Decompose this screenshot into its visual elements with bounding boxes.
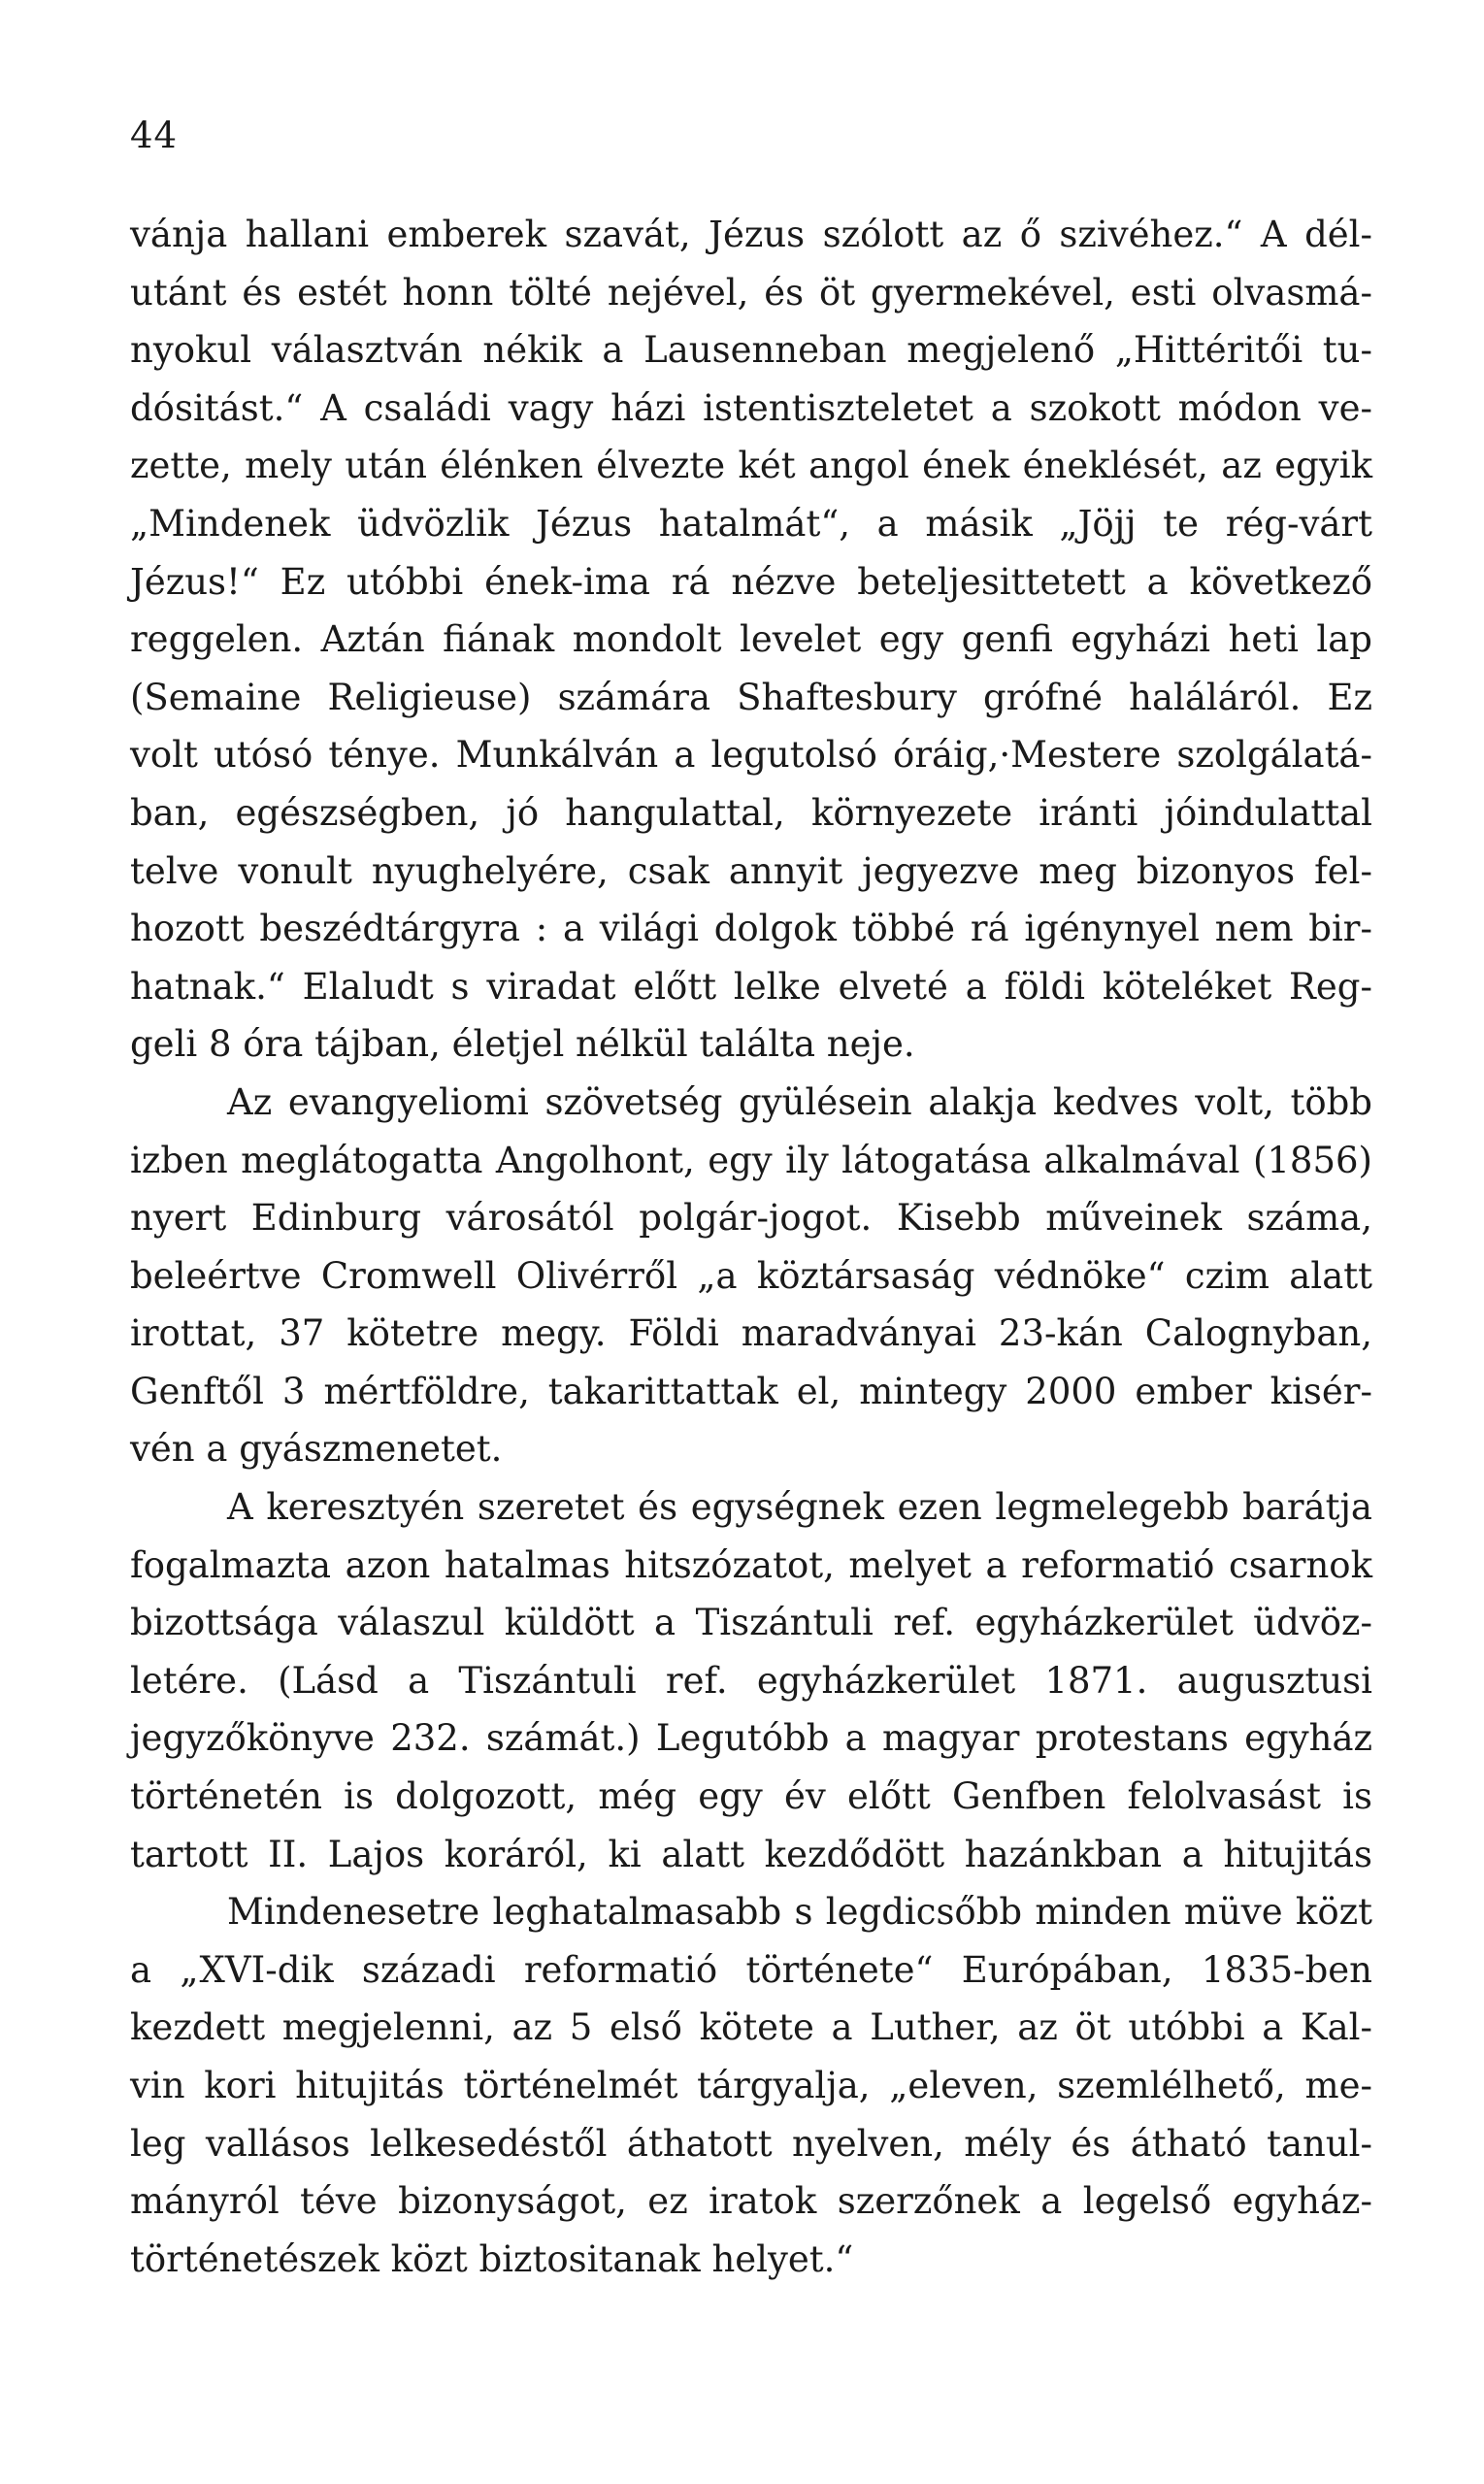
paragraph bbox=[130, 1074, 1372, 1478]
text-line: történetészek közt biztositanak helyet.“ bbox=[130, 2237, 854, 2280]
text-line: a „XVI-dik századi reformatió története“ Európában, 1835-ben bbox=[130, 1948, 1372, 1991]
paragraph bbox=[130, 206, 1372, 1074]
text-line: nyokul választván nékik a Lausenneban megjelenő „Hittéritői tu- bbox=[130, 329, 1372, 372]
text-line: tartott II. Lajos koráról, ki alatt kezdődött hazánkban a hitujitás bbox=[130, 1833, 1372, 1875]
text-line: jegyzőkönyve 232. számát.) Legutóbb a magyar protestans egyház bbox=[130, 1717, 1372, 1760]
text-line: telve vonult nyughelyére, csak annyit jegyezve meg bizonyos fel- bbox=[130, 849, 1372, 892]
text-line: hozott beszédtárgyra : a világi dolgok többé rá igénynyel nem bir- bbox=[130, 908, 1372, 950]
text-line: kezdett megjelenni, az 5 első kötete a Luther, az öt utóbbi a Kal- bbox=[130, 2006, 1372, 2049]
text-line: volt utósó ténye. Munkálván a legutolsó óráig,·Mestere szolgálatá- bbox=[130, 734, 1372, 777]
text-line: bizottsága válaszul küldött a Tiszántuli ref. egyházkerület üdvöz- bbox=[130, 1602, 1372, 1644]
text-line: geli 8 óra tájban, életjel nélkül találta neje. bbox=[130, 1023, 915, 1066]
paragraph bbox=[130, 1478, 1372, 1883]
text-line: beleértve Cromwell Olivérről „a köztársaság védnöke“ czim alatt bbox=[130, 1254, 1372, 1297]
text-line: reggelen. Aztán fiának mondolt levelet egy genfi egyházi heti lap bbox=[130, 618, 1372, 661]
page-number: 44 bbox=[130, 115, 179, 156]
text-body bbox=[130, 206, 1372, 2288]
text-line: ban, egészségben, jó hangulattal, környezete iránti jóindulattal bbox=[130, 791, 1372, 834]
text-line: vánja hallani emberek szavát, Jézus szólott az ő szivéhez.“ A dél- bbox=[130, 214, 1372, 255]
text-line: Jézus!“ Ez utóbbi ének-ima rá nézve beteljesittetett a következő bbox=[130, 560, 1372, 603]
text-line: (Semaine Religieuse) számára Shaftesbury grófné haláláról. Ez bbox=[130, 676, 1372, 718]
text-line: A keresztyén szeretet és egységnek ezen legmelegebb barátja bbox=[227, 1486, 1372, 1529]
text-line: mányról téve bizonyságot, ez iratok szerzőnek a legelső egyház- bbox=[130, 2180, 1372, 2223]
text-line: Az evangyeliomi szövetség gyülésein alakja kedves volt, több bbox=[227, 1080, 1372, 1123]
text-line: történetén is dolgozott, még egy év előtt Genfben felolvasást is bbox=[130, 1775, 1372, 1818]
text-line: utánt és estét honn tölté nejével, és öt gyermekével, esti olvasmá- bbox=[130, 271, 1372, 314]
text-line: Mindenesetre leghatalmasabb s legdicsőbb minden müve közt bbox=[227, 1891, 1372, 1934]
text-line: Genftől 3 mértföldre, takarittattak el, mintegy 2000 ember kisér- bbox=[130, 1370, 1372, 1412]
text-line: vén a gyászmenetet. bbox=[130, 1428, 503, 1471]
text-line: leg vallásos lelkesedéstől áthatott nyelven, mély és átható tanul- bbox=[130, 2122, 1372, 2165]
text-line: vin kori hitujitás történelmét tárgyalja, „eleven, szemlélhető, me- bbox=[130, 2065, 1372, 2106]
text-line: letére. (Lásd a Tiszántuli ref. egyházkerület 1871. augusztusi bbox=[130, 1659, 1372, 1702]
text-line: hatnak.“ Elaludt s viradat előtt lelke elveté a földi köteléket Reg- bbox=[130, 965, 1372, 1008]
text-line: fogalmazta azon hatalmas hitszózatot, melyet a reformatió csarnok bbox=[130, 1543, 1372, 1586]
text-line: „Mindenek üdvözlik Jézus hatalmát“, a másik „Jöjj te rég-várt bbox=[130, 502, 1372, 545]
text-line: zette, mely után élénken élvezte két angol ének éneklését, az egyik bbox=[130, 445, 1372, 487]
text-line: izben meglátogatta Angolhont, egy ily látogatása alkalmával (1856) bbox=[130, 1139, 1372, 1181]
text-line: nyert Edinburg városától polgár-jogot. Kisebb műveinek száma, bbox=[130, 1197, 1372, 1240]
text-line: dósitást.“ A családi vagy házi istentiszteletet a szokott módon ve- bbox=[130, 386, 1372, 429]
text-line: irottat, 37 kötetre megy. Földi maradványai 23-kán Calognyban, bbox=[130, 1312, 1372, 1355]
paragraph bbox=[130, 1883, 1372, 2288]
